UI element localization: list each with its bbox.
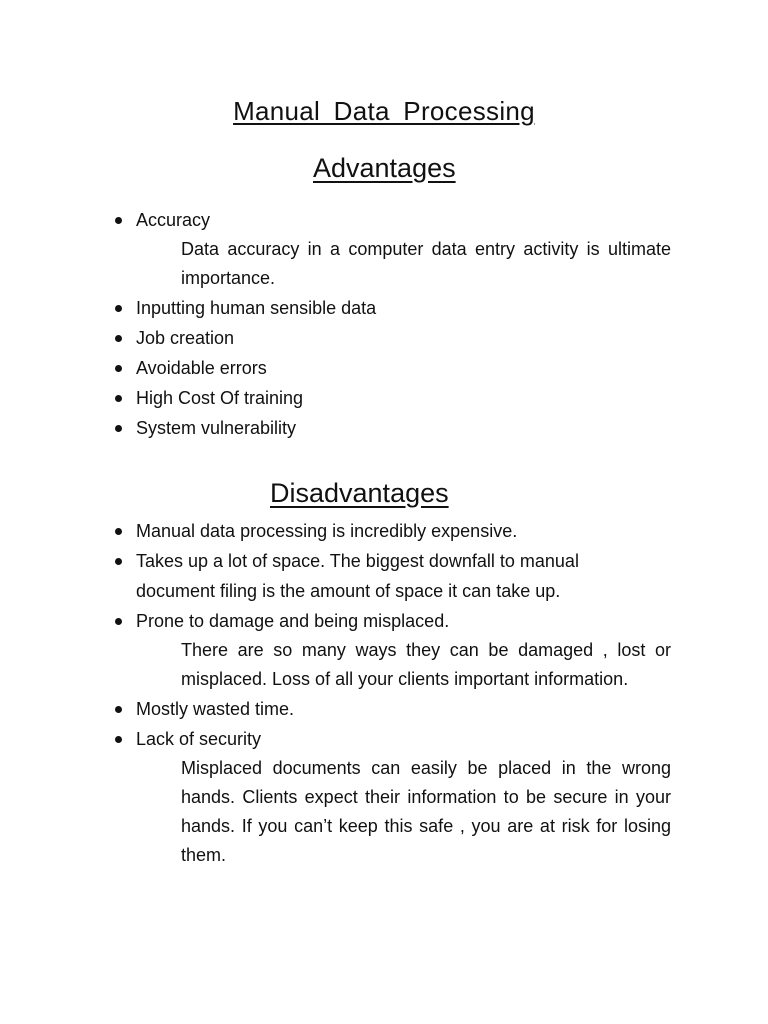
list-item (0, 694, 768, 724)
list-item-detail: There are so many ways they can be damaged , lost or misplaced. Loss of all your clients important information. (181, 640, 671, 689)
list-item-label: Avoidable errors (136, 358, 267, 378)
list-item (0, 293, 768, 323)
page-title: Manual Data Processing (233, 96, 535, 126)
list-item (0, 323, 768, 353)
advantages-list (0, 205, 768, 443)
list-item-label: Accuracy (136, 210, 211, 230)
list-item-label: Lack of security (136, 729, 262, 749)
disadvantages-list (0, 516, 768, 870)
list-item (0, 724, 768, 870)
list-item (0, 413, 768, 443)
list-item-label: Mostly wasted time. (136, 699, 295, 719)
list-item-detail: Data accuracy in a computer data entry activity is ultimate importance. (181, 239, 671, 288)
list-item-label: Job creation (136, 328, 235, 348)
disadvantages-heading: Disadvantages (270, 478, 449, 508)
list-item-detail: Misplaced documents can easily be placed in the wrong hands. Clients expect their information to be secure in your hands. If you can’t keep this safe , you are at risk for losing them. (181, 758, 671, 865)
list-item-label: Inputting human sensible data (136, 298, 377, 318)
list-item-label: High Cost Of training (136, 388, 304, 408)
list-item-label: Takes up a lot of space. The biggest downfall to manual document filing is the amount of space it can take up. (136, 551, 579, 601)
list-item (0, 205, 768, 293)
list-item-label: Manual data processing is incredibly expensive. (136, 521, 518, 541)
advantages-heading: Advantages (313, 153, 456, 183)
list-item (0, 546, 768, 606)
list-item (0, 606, 768, 694)
list-item (0, 516, 768, 546)
list-item-label: Prone to damage and being misplaced. (136, 611, 450, 631)
list-item (0, 383, 768, 413)
list-item-label: System vulnerability (136, 418, 297, 438)
list-item (0, 353, 768, 383)
